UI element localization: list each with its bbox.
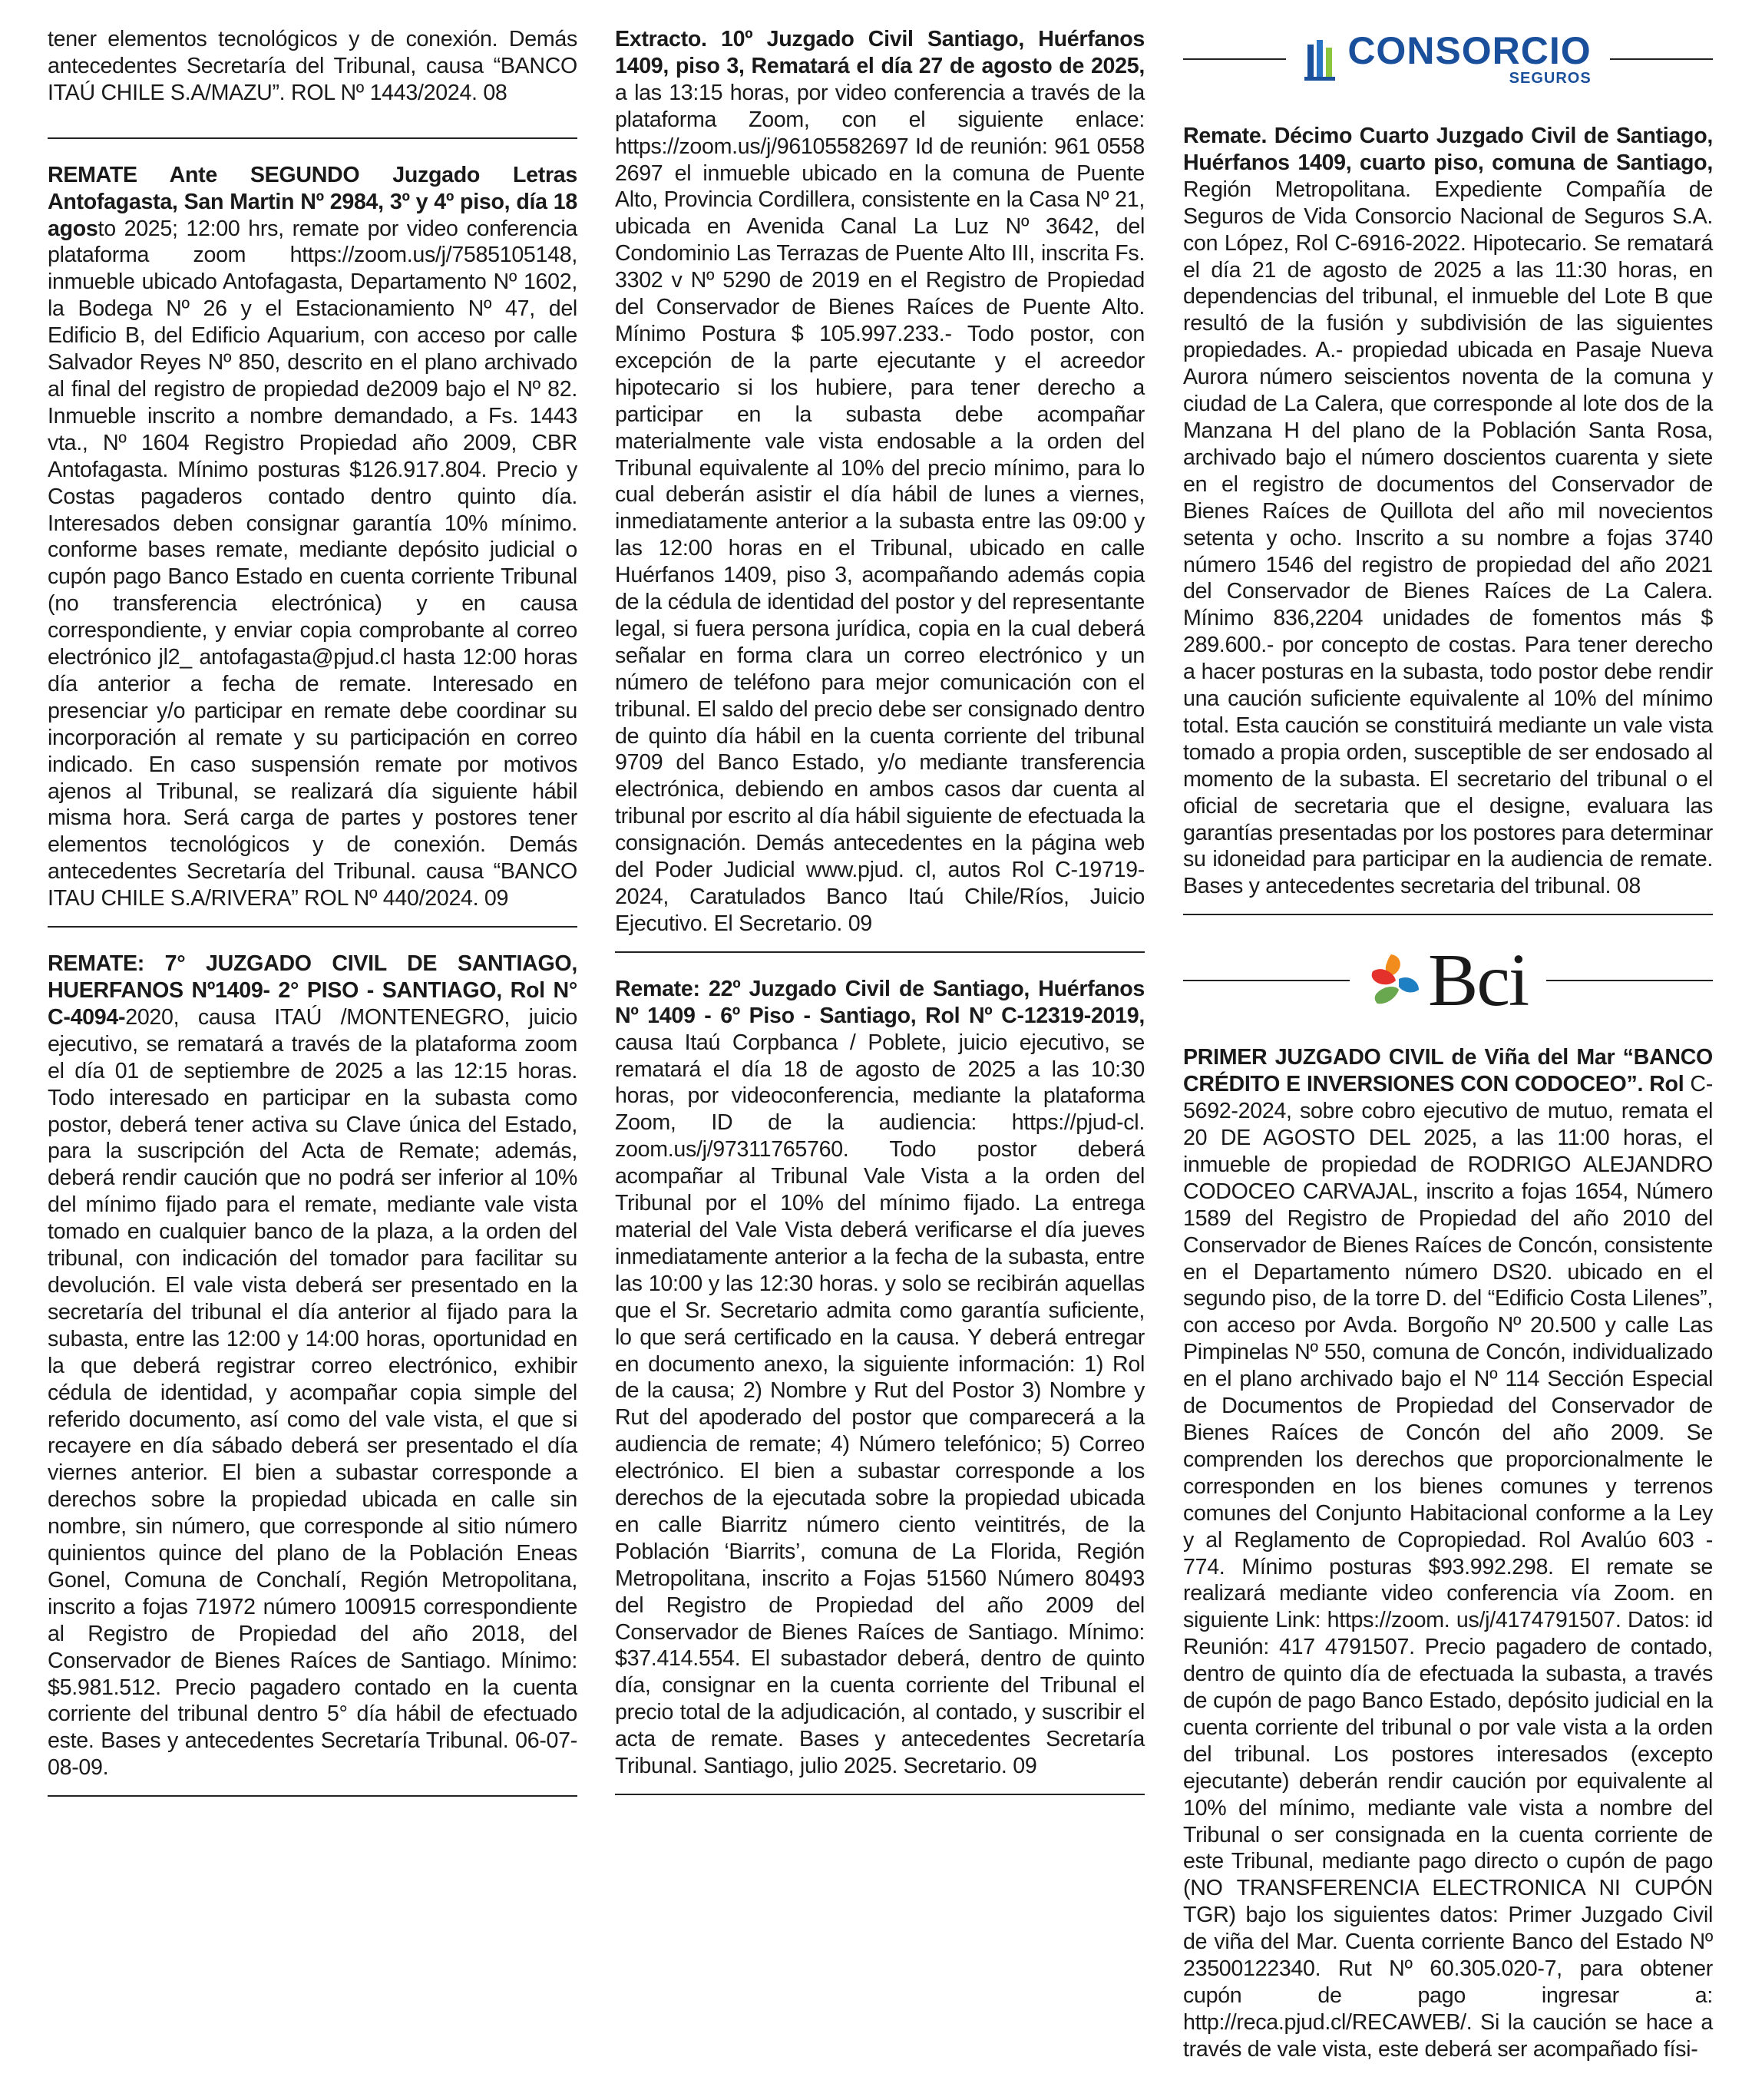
consorcio-logo-row <box>1183 17 1713 101</box>
notice-body: a las 13:15 horas, por video conferencia a través de la plataforma Zoom, con el siguiente enlace: https://zoom.us/j/96105582697 Id de reunión: 961 0558 2697 el inmueble ubicado en la comuna de Puente Alto, Provincia Cordillera, consistente en la Casa Nº 21, ubicada en Avenida Canal La Luz Nº 3642, del Condominio Las Terrazas de Puente Alto III, inscrita Fs. 3302 v Nº 5290 de 2019 en el Registro de Propiedad del Conservador de Bienes Raíces de Puente Alto. Mínimo Postura $ 105.997.233.- Todo postor, con excepción de la parte ejecutante y el acreedor hipotecario si los hubiere, para tener derecho a participar en la subasta debe acompañar materialmente vale vista endosable a la orden del Tribunal equivalente al 10% del precio mínimo, para lo cual deberán asistir el día hábil de lunes a viernes, inmediatamente anterior a la subasta entre las 09:00 y las 12:00 horas en el Tribunal, ubicado en calle Huérfanos 1409, piso 3, acompañando además copia de la cédula de identidad del postor y del representante legal, si fuera persona jurídica, copia en la cual deberá señalar en forma clara un correo electrónico y un número de teléfono para mejor comunicación con el tribunal. El saldo del precio debe ser consignado dentro de quinto día hábil en la cuenta corriente del tribunal 9709 del Banco Estado, y/o mediante transferencia electrónica, debiendo en ambos casos dar cuenta al tribunal por escrito al día hábil siguiente de efectuada la consignación. Demás antecedentes en la página web del Poder Judicial www.pjud. cl, autos Rol C-19719-2024, Caratulados Banco Itaú Chile/Ríos, Juicio Ejecutivo. El Secretario. 09 <box>615 80 1145 936</box>
bci-mark-icon <box>1368 951 1423 1010</box>
consorcio-mark-icon <box>1304 37 1340 81</box>
column-3 <box>1183 17 1713 2100</box>
consorcio-logo <box>1304 31 1591 87</box>
bci-logo <box>1368 939 1529 1023</box>
divider <box>1546 980 1713 981</box>
notice-body: Región Metropolitana. Expediente Compañía de Seguros de Vida Consorcio Nacional de Seguros S.A. con López, Rol C-6916-2022. Hipotecario. Se rematará el día 21 de agosto de 2025 a las 11:30 horas, en dependencias del tribunal, el inmueble del Lote B que resultó de la fusión y subdivisión de las siguientes propiedades. A.- propiedad ubicada en Pasaje Nueva Aurora número seiscientos noventa de la comuna y ciudad de La Calera, que corresponde al lote dos de la Manzana H del plano de la Población Santa Rosa, archivado bajo el número doscientos cuarenta y siete en el registro de documentos del Conservador de Bienes Raíces de Quillota del año mil novecientos setenta y ocho. Inscrito a su nombre a fojas 3740 número 1546 del registro de propiedad del año 2021 del Conservador de Bienes Raíces de La Calera. Mínimo 836,2204 unidades de fomentos más $ 289.600.- por concepto de costas. Para tener derecho a hacer posturas en la subasta, todo postor debe rendir una caución suficiente equivalente al 10% del mínimo total. Esta caución se constituirá mediante un vale vista tomado a propia orden, susceptible de ser endosado al momento de la subasta. El secretario del tribunal o el oficial de secretaria que el designe, evaluara las garantías presentadas por los postores para determinar su idoneidad para participar en la audiencia de remate. Bases y antecedentes secretaria del tribunal. 08 <box>1183 177 1713 899</box>
notice-body: causa Itaú Corpbanca / Poblete, juicio ejecutivo, se rematará el día 18 de agosto de 2025 a las 10:30 horas, por videoconferencia, mediante la plataforma Zoom, ID de la audiencia: https://pjud-cl. zoom.us/j/97311765760. Todo postor deberá acompañar al Tribunal Vale Vista a la orden del Tribunal por el 10% del mínimo fijado. La entrega material del Vale Vista deberá verificarse el día jueves inmediatamente anterior a la fecha de la subasta, entre las 10:00 y las 12:30 horas. y solo se recibirán aquellas que el Sr. Secretario admita como garantía suficiente, lo que será certificado en la causa. Y deberá entregar en documento anexo, la siguiente información: 1) Rol de la causa; 2) Nombre y Rut del Postor 3) Nombre y Rut del apoderado del postor que comparecerá a la audiencia de remate; 4) Número telefónico; 5) Correo electrónico. El bien a subastar corresponde a los derechos de la ejecutada sobre la propiedad ubicada en calle Biarritz número ciento veintitrés, de la Población ‘Biarrits’, comuna de La Florida, Región Metropolitana, inscrito a Fojas 51560 Número 80493 del Registro de Propiedad del año 2009 del Conservador de Bienes Raíces de Santiago. Mínimo: $37.414.554. El subastador deberá, dentro de quinto día, consignar en la cuenta corriente del Tribunal el precio total de la adjudicación, al contado, y suscribir el acta de remate. Bases y antecedentes Secretaría Tribunal. Santiago, julio 2025. Secretario. 09 <box>615 1030 1145 1779</box>
column-1 <box>48 26 577 1820</box>
bci-logo-row <box>1183 938 1713 1023</box>
notice-primer-juzgado-vina <box>1183 1044 1713 2076</box>
column-2 <box>615 26 1145 1818</box>
notice-body: to 2025; 12:00 hrs, remate por video conferencia plataforma zoom https://zoom.us/j/7585105148, inmueble ubicado Antofagasta, Departamento Nº 1602, la Bodega Nº 26 y el Estacionamiento Nº 47, del Edificio B, del Edificio Aquarium, con acceso por calle Salvador Reyes Nº 850, descrito en el plano archivado al final del registro de propiedad de2009 bajo el Nº 82. Inmueble inscrito a nombre demandado, a Fs. 1443 vta., Nº 1604 Registro Propiedad año 2009, CBR Antofagasta. Mínimo posturas $126.917.804. Precio y Costas pagaderos contado dentro quinto día. Interesados deben consignar garantía 10% mínimo. conforme bases remate, mediante depósito judicial o cupón pago Banco Estado en cuenta corriente Tribunal (no transferencia electrónica) y en causa correspondiente, y enviar copia comprobante al correo electrónico jl2_ antofagasta@pjud.cl hasta 12:00 horas día anterior a fecha de remate. Interesado en presenciar y/o participar en remate debe coordinar su incorporación al remate y su participación en correo indicado. En caso suspensión remate por motivos ajenos al Tribunal, se realizará día siguiente hábil misma hora. Será carga de partes y postores tener elementos tecnológicos y de conexión. Demás antecedentes Secretaría del Tribunal. causa “BANCO ITAU CHILE S.A/RIVERA” ROL Nº 440/2024. 09 <box>48 216 577 911</box>
notice-heading: Remate. Décimo Cuarto Juzgado Civil de Santiago, Huérfanos 1409, cuarto piso, comuna de Santiago, <box>1183 124 1713 175</box>
notice-remate-7-juzgado <box>48 951 577 1797</box>
notice-heading: REMATE Ante SEGUNDO Juzgado Letras Antofagasta, San Martin Nº 2984, 3º y 4º piso, día 18 agos <box>48 162 577 241</box>
notice-heading: REMATE: 7° JUZGADO CIVIL DE SANTIAGO, HUERFANOS Nº1409- 2° PISO - SANTIAGO, Rol N° C-4094- <box>48 951 577 1030</box>
notice-heading: Remate: 22º Juzgado Civil de Santiago, Huérfanos Nº 1409 - 6º Piso - Santiago, Rol Nº C-12319-2019, <box>615 976 1145 1028</box>
notice-body: C-5692-2024, sobre cobro ejecutivo de mutuo, remata el 20 DE AGOSTO DEL 2025, a las 11:00 horas, el inmueble de propiedad de RODRIGO ALEJANDRO CODOCEO CARVAJAL, inscrito a fojas 1654, Número 1589 del Registro de Propiedad del año 2010 del Conservador de Bienes Raíces de Concón, consistente en el Departamento número DS20. ubicado en el segundo piso, de la torre D. del “Edificio Costa Lilenes”, con acceso por Avda. Borgoño Nº 20.500 y calle Las Pimpinelas Nº 550, comuna de Concón, individualizado en el plano archivado bajo el Nº 114 Sección Especial de Documentos de Propiedad del Conservador de Bienes Raíces de Concón del año 2009. Se comprenden los derechos que proporcionalmente le corresponden en los bienes comunes y terrenos comunes del Conjunto Habitacional conforme a la Ley y al Reglamento de Copropiedad. Rol Avalúo 603 - 774. Mínimo posturas $93.992.298. El remate se realizará mediante video conferencia vía Zoom. en siguiente Link: https://zoom. us/j/4174791507. Datos: id Reunión: 417 4791507. Precio pagadero de contado, dentro de quinto día de efectuada la subasta, a través de cupón de pago Banco Estado, depósito judicial en la cuenta corriente del tribunal o por vale vista a la orden del tribunal. Los postores interesados (excepto ejecutante) deberán rendir caución por equivalente al 10% del mínimo, mediante vale vista a nombre del Tribunal o ser consignada en la cuenta corriente de este Tribunal, mediante pago directo o cupón de pago (NO TRANSFERENCIA ELECTRONICA NI CUPÓN TGR) bajo los siguientes datos: Primer Juzgado Civil de viña del Mar. Cuenta corriente Banco del Estado Nº 23500122340. Rut Nº 60.305.020-7, para obtener cupón de pago ingresar a: http://reca.pjud.cl/RECAWEB/. Si la caución se hace a través de vale vista, este deberá ser acompañado físi- <box>1183 1072 1713 2062</box>
bci-name: Bci <box>1427 939 1529 1023</box>
consorcio-name: CONSORCIO <box>1347 29 1592 72</box>
notice-extracto-10-juzgado <box>615 26 1145 953</box>
divider <box>1183 980 1350 981</box>
notice-heading: Extracto. 10º Juzgado Civil Santiago, Huérfanos 1409, piso 3, Rematará el día 27 de agosto de 2025, <box>615 27 1145 78</box>
notice-itau-mazu <box>48 26 577 139</box>
divider <box>1610 58 1713 60</box>
notice-remate-antofagasta <box>48 162 577 928</box>
divider <box>1183 58 1286 60</box>
notice-heading: PRIMER JUZGADO CIVIL de Viña del Mar “BANCO CRÉDITO E INVERSIONES CON CODOCEO”. Rol <box>1183 1045 1713 1097</box>
notice-remate-22-juzgado <box>615 976 1145 1795</box>
notice-remate-14-juzgado <box>1183 123 1713 915</box>
notice-body: 2020, causa ITAÚ /MONTENEGRO, juicio ejecutivo, se rematará a través de la plataforma zoom el día 01 de septiembre de 2025 a las 12:15 horas. Todo interesado en participar en la subasta como postor, deberá tener activa su Clave única del Estado, para la suscripción del Acta de Remate; además, deberá rendir caución que no podrá ser inferior al 10% del mínimo fijado para el remate, mediante vale vista tomado en cualquier banco de la plaza, a la orden del tribunal, con indicación del tomador para facilitar su devolución. El vale vista deberá ser presentado en la secretaría del tribunal el día anterior al fijado para la subasta, entre las 12:00 y 14:00 horas, oportunidad en la que deberá registrar correo electrónico, exhibir cédula de identidad, y acompañar copia simple del referido documento, así como del vale vista, el que si recayere en día sábado deberá ser presentado el día viernes anterior. El bien a subastar corresponde a derechos sobre la propiedad ubicada en calle sin nombre, sin número, que corresponde al sitio número quinientos quince del plano de la Población Eneas Gonel, Comuna de Conchalí, Región Metropolitana, inscrito a fojas 71972 número 100915 correspondiente al Registro de Propiedad del año 2018, del Conservador de Bienes Raíces de Santiago. Mínimo: $5.981.512. Precio pagadero contado en la cuenta corriente del tribunal dentro 5° día hábil de efectuado este. Bases y antecedentes Secretaría Tribunal. 06-07-08-09. <box>48 1004 577 1781</box>
consorcio-sub: SEGUROS <box>1509 70 1592 87</box>
notice-body: tener elementos tecnológicos y de conexión. Demás antecedentes Secretaría del Tribunal, causa “BANCO ITAÚ CHILE S.A/MAZU”. ROL Nº 1443/2024. 08 <box>48 27 577 105</box>
